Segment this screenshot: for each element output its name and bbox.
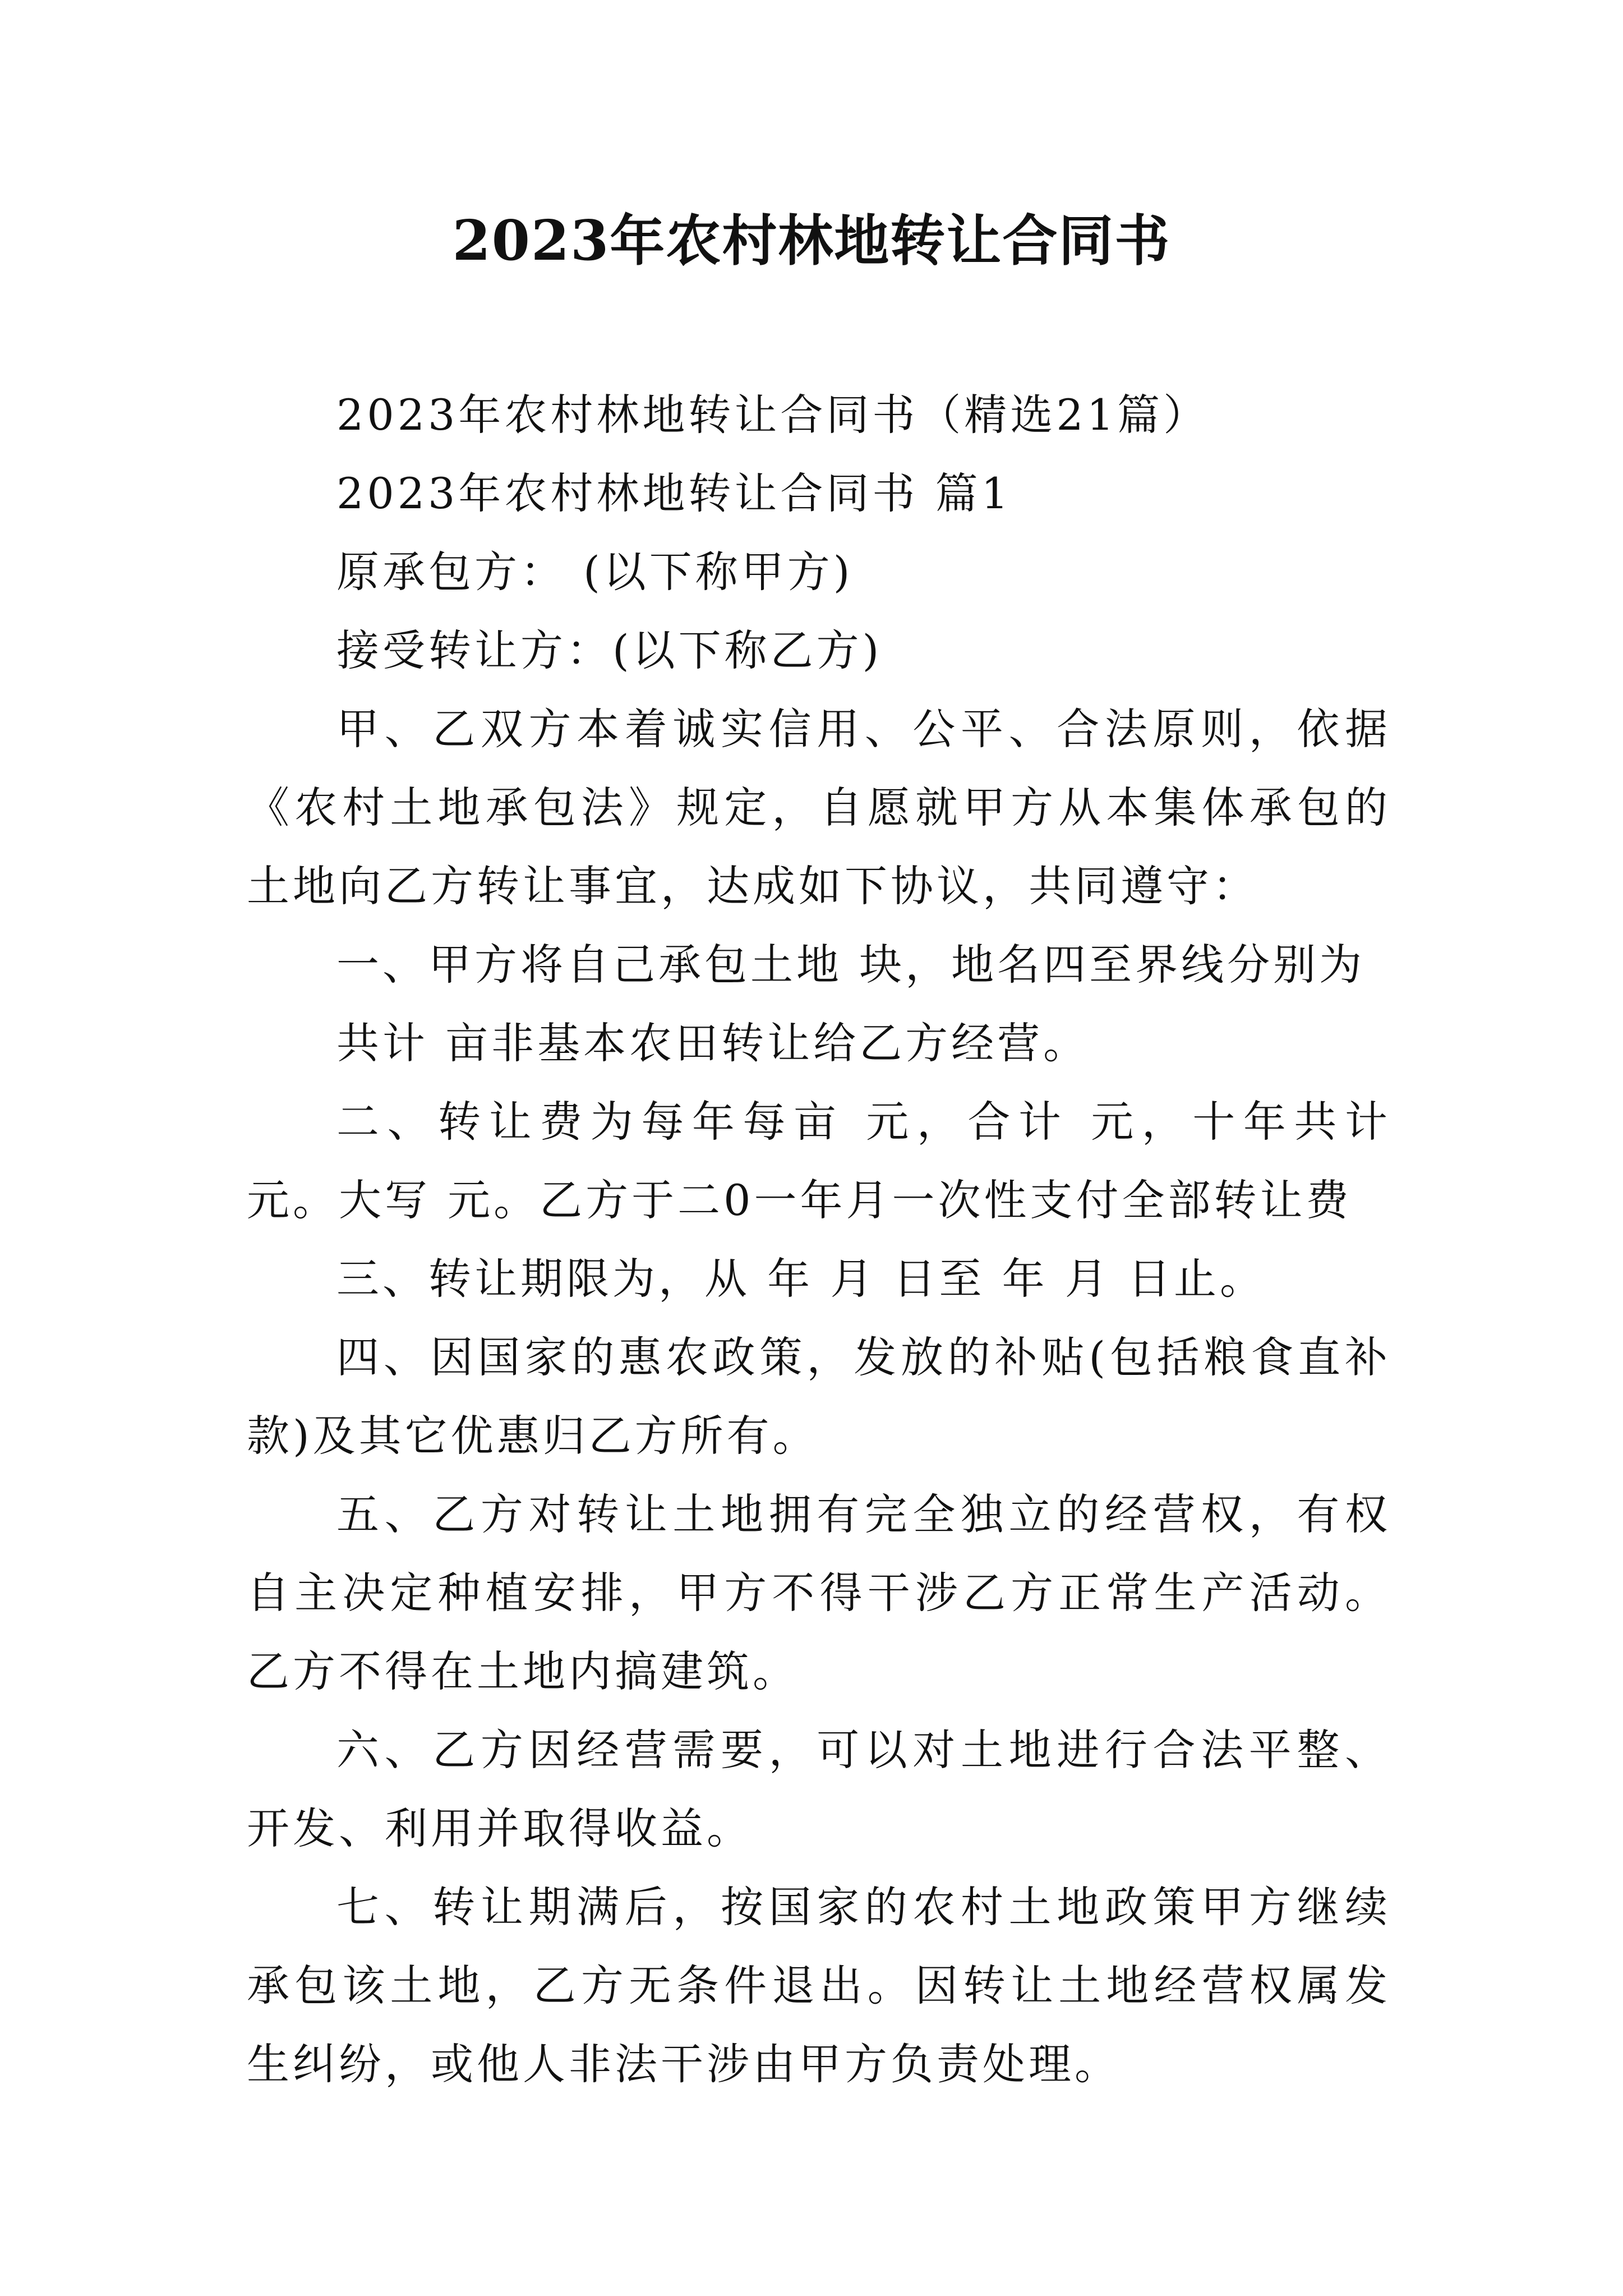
- paragraph-clause-3: 三、转让期限为，从 年 月 日至 年 月 日止。: [336, 1254, 1266, 1304]
- document-title: 2023年农村林地转让合同书: [452, 209, 1171, 273]
- paragraph-clause-7: 七、转让期满后，按国家的农村土地政策甲方继续承包该土地，乙方无条件退出。因转让土地经营权属发生纠纷，或他人非法干涉由甲方负责处理。: [247, 1882, 1391, 2089]
- paragraph-clause-1-cont: 共计 亩非基本农田转让给乙方经营。: [336, 1018, 1090, 1068]
- document-body: [247, 376, 1391, 2104]
- paragraph-party-a: 原承包方： (以下称甲方): [336, 547, 854, 597]
- paragraph-clause-4: 四、因国家的惠农政策，发放的补贴(包括粮食直补款)及其它优惠归乙方所有。: [247, 1332, 1391, 1461]
- paragraph-clause-6: 六、乙方因经营需要，可以对土地进行合法平整、开发、利用并取得收益。: [247, 1725, 1391, 1853]
- paragraph-clause-1: 一、甲方将自己承包土地 块，地名四至界线分别为: [336, 940, 1366, 990]
- paragraph-section-heading: 2023年农村林地转让合同书 篇1: [336, 468, 1012, 518]
- paragraph-clause-2: 二、转让费为每年每亩 元，合计 元，十年共计 元。大写 元。乙方于二0一年月一次性支付全部转让费: [247, 1097, 1391, 1225]
- paragraph-subtitle: 2023年农村林地转让合同书（精选21篇）: [336, 390, 1210, 440]
- paragraph-preamble: 甲、乙双方本着诚实信用、公平、合法原则，依据《农村土地承包法》规定，自愿就甲方从本集体承包的土地向乙方转让事宜，达成如下协议，共同遵守：: [247, 704, 1391, 911]
- paragraph-party-b: 接受转让方：(以下称乙方): [336, 625, 883, 675]
- paragraph-clause-5: 五、乙方对转让土地拥有完全独立的经营权，有权自主决定种植安排，甲方不得干涉乙方正常生产活动。乙方不得在土地内搞建筑。: [247, 1489, 1391, 1696]
